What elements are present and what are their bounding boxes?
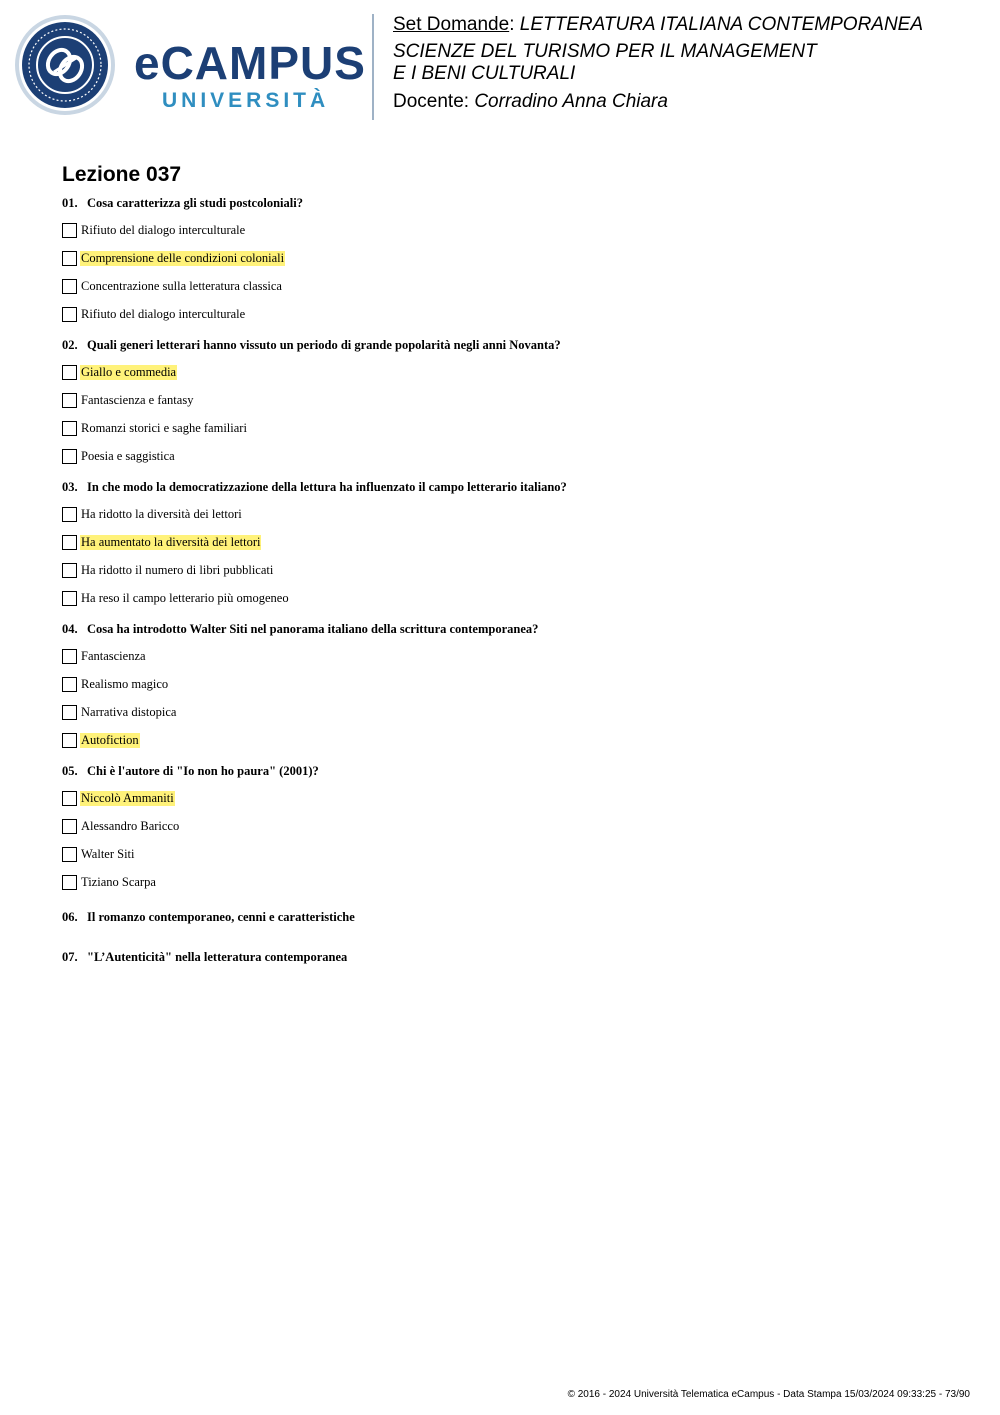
answer-checkbox[interactable] xyxy=(62,421,77,436)
answer-option[interactable] xyxy=(62,506,962,523)
university-seal-icon xyxy=(14,14,116,116)
course-title: LETTERATURA ITALIANA CONTEMPORANEA xyxy=(519,14,924,35)
answer-option[interactable] xyxy=(62,874,962,891)
question-text: "L’Autenticità" nella letteratura contemporanea xyxy=(87,950,348,964)
answer-option[interactable] xyxy=(62,250,962,267)
answer-option[interactable] xyxy=(62,818,962,835)
lesson-title: Lezione 037 xyxy=(62,163,182,186)
question-heading xyxy=(62,479,962,495)
answer-text: Tiziano Scarpa xyxy=(81,875,156,889)
answer-text: Ha ridotto la diversità dei lettori xyxy=(81,507,242,521)
answer-text-highlighted: Autofiction xyxy=(81,733,139,747)
answer-checkbox[interactable] xyxy=(62,791,77,806)
answer-text: Rifiuto del dialogo interculturale xyxy=(81,307,246,321)
ecampus-logo xyxy=(14,14,366,116)
answer-option[interactable] xyxy=(62,790,962,807)
question-heading xyxy=(62,621,962,637)
answer-checkbox[interactable] xyxy=(62,591,77,606)
answer-option[interactable] xyxy=(62,448,962,465)
program-line-2: E I BENI CULTURALI xyxy=(393,63,576,84)
question-number: 07. xyxy=(62,950,78,964)
answer-option[interactable] xyxy=(62,704,962,721)
question-number: 04. xyxy=(62,622,78,636)
answer-checkbox[interactable] xyxy=(62,449,77,464)
course-line xyxy=(393,14,993,36)
question-text: Il romanzo contemporaneo, cenni e caratteristiche xyxy=(87,910,355,924)
teacher-name: Corradino Anna Chiara xyxy=(474,91,668,112)
answer-option[interactable] xyxy=(62,306,962,323)
page-footer: © 2016 - 2024 Università Telematica eCampus - Data Stampa 15/03/2024 09:33:25 - 73/90 xyxy=(567,1389,970,1400)
answer-checkbox[interactable] xyxy=(62,819,77,834)
answer-checkbox[interactable] xyxy=(62,365,77,380)
answer-text: Ha ridotto il numero di libri pubblicati xyxy=(81,563,274,577)
answer-option[interactable] xyxy=(62,392,962,409)
question-number: 05. xyxy=(62,764,78,778)
program-line-1: SCIENZE DEL TURISMO PER IL MANAGEMENT xyxy=(393,41,817,62)
question-item xyxy=(62,763,962,891)
question-number: 03. xyxy=(62,480,78,494)
answer-checkbox[interactable] xyxy=(62,535,77,550)
answer-text: Walter Siti xyxy=(81,847,135,861)
question-item xyxy=(62,479,962,607)
question-item xyxy=(62,621,962,749)
open-question xyxy=(62,909,962,925)
question-heading xyxy=(62,195,962,211)
question-text: Cosa ha introdotto Walter Siti nel panorama italiano della scrittura contemporanea? xyxy=(87,622,539,636)
teacher-label: Docente: xyxy=(393,91,470,112)
answer-checkbox[interactable] xyxy=(62,223,77,238)
logo-subtitle: UNIVERSITÀ xyxy=(162,89,330,112)
answer-option[interactable] xyxy=(62,364,962,381)
answer-checkbox[interactable] xyxy=(62,847,77,862)
question-heading xyxy=(62,763,962,779)
answer-text: Ha reso il campo letterario più omogeneo xyxy=(81,591,289,605)
answer-text: Fantascienza xyxy=(81,649,146,663)
answer-option[interactable] xyxy=(62,534,962,551)
answer-text: Alessandro Baricco xyxy=(81,819,180,833)
answer-text: Romanzi storici e saghe familiari xyxy=(81,421,247,435)
set-label: Set Domande xyxy=(393,14,510,35)
answer-text-highlighted: Ha aumentato la diversità dei lettori xyxy=(81,535,261,549)
answer-option[interactable] xyxy=(62,846,962,863)
question-list xyxy=(62,195,962,989)
logo-wordmark: eCAMPUS xyxy=(134,37,366,89)
question-item xyxy=(62,337,962,465)
answer-text: Fantascienza e fantasy xyxy=(81,393,194,407)
question-number: 01. xyxy=(62,196,78,210)
question-number: 06. xyxy=(62,910,78,924)
open-question xyxy=(62,949,962,965)
question-text: Quali generi letterari hanno vissuto un periodo di grande popolarità negli anni Novanta? xyxy=(87,338,561,352)
answer-checkbox[interactable] xyxy=(62,563,77,578)
question-text: Chi è l'autore di "Io non ho paura" (2001)? xyxy=(87,764,319,778)
answer-checkbox[interactable] xyxy=(62,507,77,522)
answer-option[interactable] xyxy=(62,732,962,749)
answer-checkbox[interactable] xyxy=(62,733,77,748)
answer-text: Concentrazione sulla letteratura classica xyxy=(81,279,282,293)
answer-checkbox[interactable] xyxy=(62,705,77,720)
answer-checkbox[interactable] xyxy=(62,677,77,692)
answer-text-highlighted: Niccolò Ammaniti xyxy=(81,791,174,805)
header-info xyxy=(393,14,993,113)
question-item xyxy=(62,195,962,323)
answer-text-highlighted: Giallo e commedia xyxy=(81,365,177,379)
header-divider xyxy=(372,14,374,120)
answer-option[interactable] xyxy=(62,278,962,295)
answer-text: Realismo magico xyxy=(81,677,169,691)
answer-text: Narrativa distopica xyxy=(81,705,177,719)
question-text: Cosa caratterizza gli studi postcoloniali? xyxy=(87,196,303,210)
answer-option[interactable] xyxy=(62,222,962,239)
answer-option[interactable] xyxy=(62,676,962,693)
teacher-line xyxy=(393,91,993,113)
answer-option[interactable] xyxy=(62,562,962,579)
answer-option[interactable] xyxy=(62,420,962,437)
question-heading xyxy=(62,337,962,353)
answer-text-highlighted: Comprensione delle condizioni coloniali xyxy=(81,251,285,265)
question-text: In che modo la democratizzazione della lettura ha influenzato il campo letterario italiano? xyxy=(87,480,567,494)
answer-option[interactable] xyxy=(62,648,962,665)
answer-checkbox[interactable] xyxy=(62,393,77,408)
answer-checkbox[interactable] xyxy=(62,307,77,322)
answer-option[interactable] xyxy=(62,590,962,607)
answer-checkbox[interactable] xyxy=(62,251,77,266)
answer-checkbox[interactable] xyxy=(62,649,77,664)
answer-text: Poesia e saggistica xyxy=(81,449,175,463)
answer-text: Rifiuto del dialogo interculturale xyxy=(81,223,246,237)
answer-checkbox[interactable] xyxy=(62,279,77,294)
answer-checkbox[interactable] xyxy=(62,875,77,890)
set-colon: : xyxy=(509,14,515,35)
question-number: 02. xyxy=(62,338,78,352)
